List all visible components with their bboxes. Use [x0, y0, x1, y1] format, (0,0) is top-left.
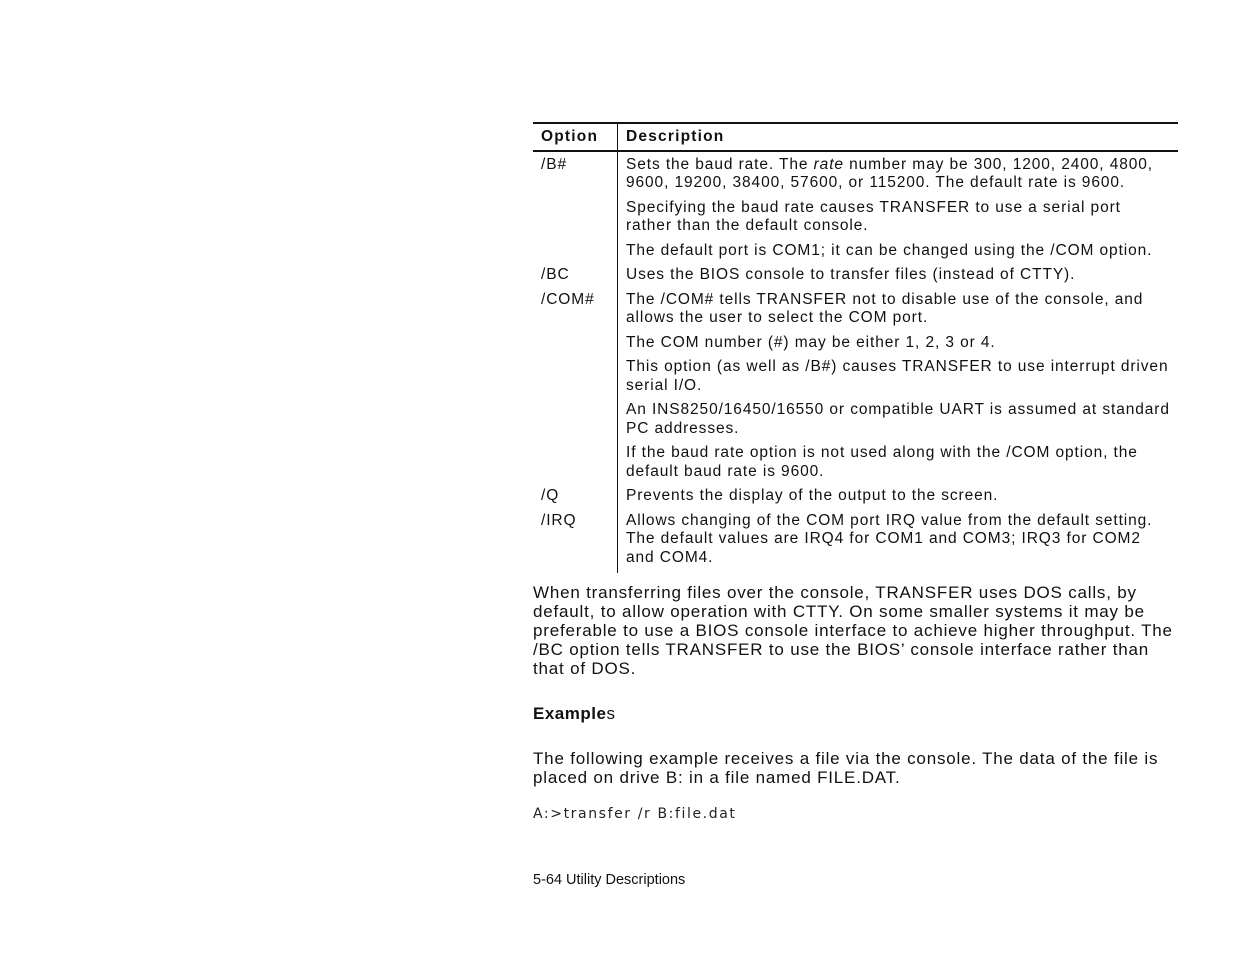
option-cell: /B#	[533, 151, 618, 267]
description-paragraph: An INS8250/16450/16550 or compatible UART is assumed at standard PC addresses.	[626, 401, 1170, 437]
option-column-header: Option	[533, 123, 618, 151]
table-row	[533, 291, 1178, 488]
options-table-body	[533, 151, 1178, 574]
italic-term: rate	[813, 155, 844, 173]
examples-heading-bold: Example	[533, 704, 607, 723]
table-row	[533, 487, 1178, 512]
table-header-row	[533, 123, 1178, 151]
description-cell	[618, 487, 1179, 512]
option-cell: /BC	[533, 266, 618, 291]
text-segment: number may be 300, 1200, 2400, 4800, 9600, 19200, 38400, 57600, or 115200. The default rate is 9600.	[626, 155, 1153, 191]
examples-heading	[533, 704, 1178, 724]
table-row	[533, 266, 1178, 291]
table-row	[533, 512, 1178, 574]
description-paragraph: The default port is COM1; it can be changed using the /COM option.	[626, 241, 1153, 259]
description-paragraph: If the baud rate option is not used along with the /COM option, the default baud rate is 9600.	[626, 444, 1138, 480]
option-cell: /COM#	[533, 291, 618, 488]
example-description: The following example receives a file via the console. The data of the file is placed on drive B: in a file named FILE.DAT.	[533, 749, 1159, 787]
examples-heading-tail: s	[606, 704, 616, 723]
description-paragraph: The COM number (#) may be either 1, 2, 3 or 4.	[626, 333, 996, 351]
console-transfer-paragraph: When transferring files over the console, TRANSFER uses DOS calls, by default, to allow operation with CTTY. On some smaller systems it may be preferable to use a BIOS console interface to achieve higher throughput. The /BC option tells TRANSFER to use the BIOS’ console interface rather than that of DOS.	[533, 583, 1173, 678]
description-paragraph: Allows changing of the COM port IRQ value from the default setting. The default values are IRQ4 for COM1 and COM3; IRQ3 for COM2 and COM4.	[626, 511, 1153, 566]
description-paragraph	[626, 156, 1170, 193]
text-segment: Sets the baud rate. The	[626, 155, 814, 173]
description-cell	[618, 291, 1179, 488]
options-table	[533, 122, 1178, 573]
example-command: A:>transfer /r B:file.dat	[533, 806, 737, 822]
description-paragraph: Uses the BIOS console to transfer files (instead of CTTY).	[626, 266, 1076, 283]
description-column-header: Description	[626, 128, 725, 145]
description-cell	[618, 512, 1179, 574]
description-paragraph: This option (as well as /B#) causes TRANSFER to use interrupt driven serial I/O.	[626, 358, 1169, 394]
table-row	[533, 151, 1178, 267]
option-cell: /Q	[533, 487, 618, 512]
page-footer: 5-64 Utility Descriptions	[533, 872, 686, 888]
description-cell	[618, 266, 1179, 291]
option-cell: /IRQ	[533, 512, 618, 574]
document-page	[533, 122, 1178, 822]
description-cell	[618, 151, 1179, 267]
description-paragraph: Prevents the display of the output to the screen.	[626, 487, 999, 504]
description-paragraph: The /COM# tells TRANSFER not to disable use of the console, and allows the user to select the COM port.	[626, 290, 1144, 326]
description-paragraph: Specifying the baud rate causes TRANSFER to use a serial port rather than the default console.	[626, 198, 1121, 234]
